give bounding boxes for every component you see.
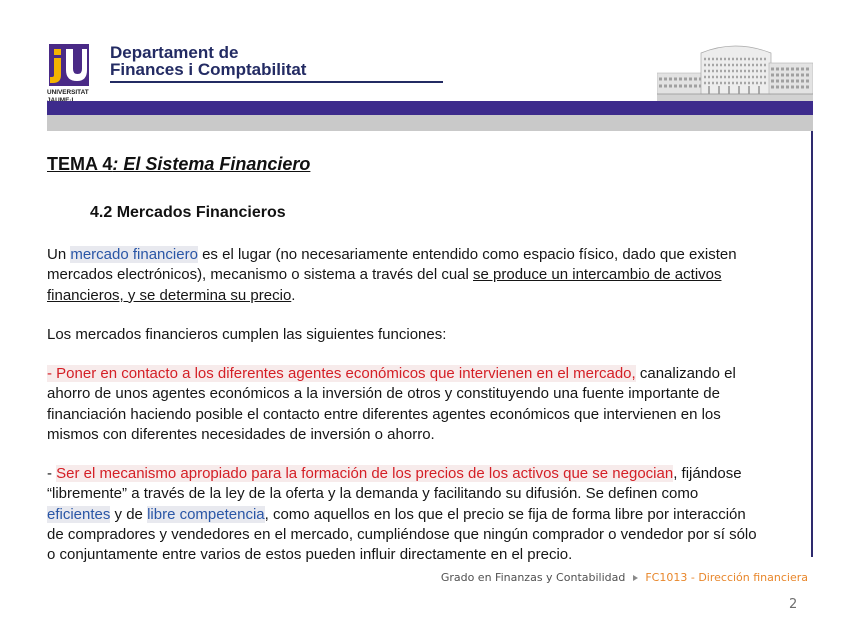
page-number: 2: [789, 597, 798, 612]
function-2-line-5: o conjuntamente entre varios de estos pueden influir directamente en el precio.: [47, 546, 573, 564]
function-1-paragraph: [47, 364, 736, 445]
slide-title: [47, 153, 310, 175]
term-highlight: mercado financiero: [70, 246, 198, 263]
functions-intro-line: Los mercados financieros cumplen las siguientes funciones:: [47, 326, 447, 343]
term-highlight: eficientes: [47, 505, 111, 523]
body-text: es el lugar (no necesariamente entendido como espacio físico, dado que existen: [197, 246, 737, 263]
function-2-line-1: [47, 464, 757, 484]
definition-paragraph: [47, 245, 737, 306]
department-name-line1: Departament de: [110, 43, 239, 62]
function-1-line-2: ahorro de unos agentes económicos a la inversión de otros y constituyendo una fuente importante de: [47, 385, 720, 403]
body-text: mercados electrónicos), mecanismo o sistema a través del cual: [47, 266, 474, 284]
course-name: FC1013 - Dirección financiera: [645, 571, 808, 584]
emphasis-text: - Poner en contacto a los diferentes agentes económicos que intervienen en el mercado,: [47, 365, 636, 382]
definition-line-3: [47, 286, 737, 306]
body-text: .: [291, 286, 296, 304]
slide-title-name: : El Sistema Financiero: [112, 154, 311, 174]
slide-footer: [441, 571, 808, 585]
underlined-text: se produce un intercambio de activos: [473, 266, 722, 284]
functions-intro-paragraph: [47, 325, 446, 345]
function-1-line-4: mismos con diferentes necesidades de inversión o ahorro.: [47, 425, 435, 443]
function-2-line-4: de compradores y vendedores en el mercado, cumpliéndose que ningún comprador o vendedor por sí sólo: [47, 525, 757, 543]
header-band-gray: [47, 115, 813, 131]
right-border-rule: [811, 131, 813, 557]
body-text: , fijándose: [673, 465, 742, 482]
body-text: canalizando el: [635, 365, 736, 382]
underlined-text: financieros, y se determina su precio: [47, 286, 292, 304]
function-1-line-3: financiación haciendo posible el contacto entre diferentes agentes económicos que intervienen en los: [47, 405, 721, 423]
emphasis-text: Ser el mecanismo apropiado para la formación de los precios de los activos que se negocian: [56, 465, 674, 482]
campus-building-icon: [657, 39, 813, 101]
body-text: Un: [47, 246, 71, 263]
header-divider: [110, 81, 443, 83]
body-text: -: [47, 465, 57, 482]
body-text: , como aquellos en los que el precio se fija de forma libre por interacción: [264, 505, 746, 523]
definition-line-2: [47, 265, 737, 285]
slide-title-topic: TEMA 4: [47, 154, 113, 174]
section-heading: 4.2 Mercados Financieros: [90, 204, 286, 221]
term-highlight: libre competencia: [147, 505, 265, 523]
university-logo-icon: [45, 42, 97, 104]
function-1-line-1: [47, 364, 736, 384]
logo-text-line1: UNIVERSITAT: [47, 89, 89, 96]
function-2-paragraph: [47, 464, 757, 565]
department-name-line2: Finances i Comptabilitat: [110, 60, 307, 79]
body-text: y de: [110, 505, 148, 523]
definition-line-1: [47, 245, 737, 265]
separator-arrow-icon: [633, 575, 638, 581]
function-2-line-2: “libremente” a través de la ley de la oferta y la demanda y facilitando su difusión. Se definen como: [47, 485, 699, 503]
degree-name: Grado en Finanzas y Contabilidad: [440, 571, 626, 584]
function-2-line-3: [47, 505, 757, 525]
header-band-purple: [47, 101, 813, 115]
